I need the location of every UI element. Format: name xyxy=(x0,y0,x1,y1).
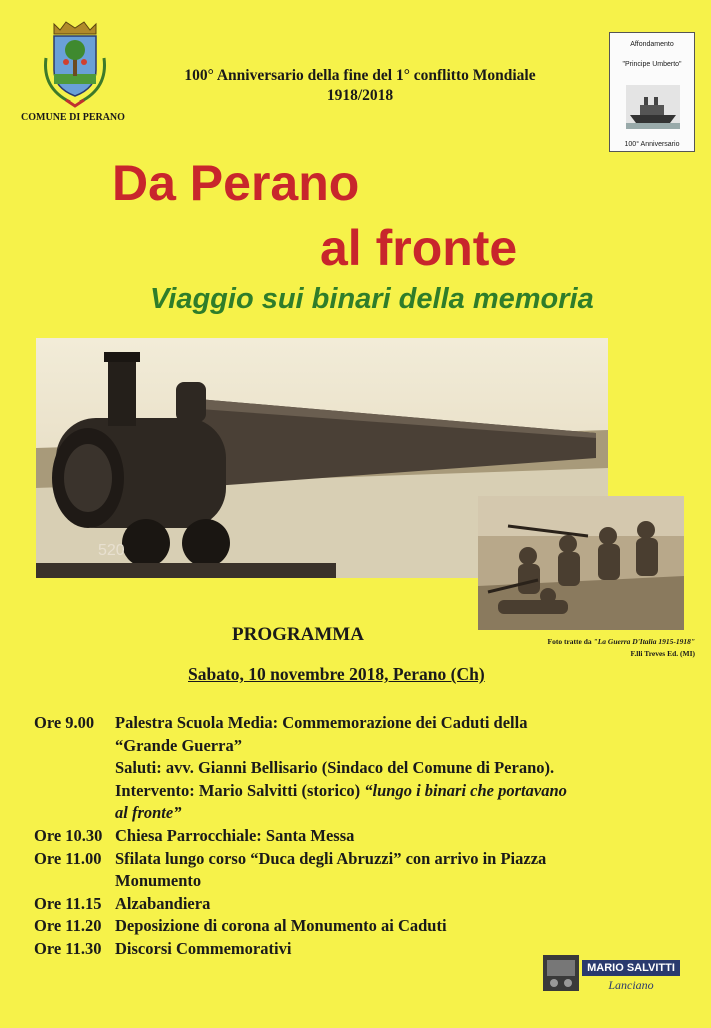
photo-credit-source: Foto tratte da "La Guerra D'Italia 1915-1918" xyxy=(547,637,695,646)
schedule-item xyxy=(34,848,674,893)
event-date: Sabato, 10 novembre 2018, Perano (Ch) xyxy=(188,664,485,684)
schedule-description: Alzabandiera xyxy=(115,893,211,913)
schedule-item xyxy=(34,893,674,916)
schedule-time: Ore 9.00 xyxy=(34,713,95,732)
subtitle: Viaggio sui binari della memoria xyxy=(150,283,594,315)
schedule-time: Ore 11.20 xyxy=(34,916,102,936)
ship-icon xyxy=(626,85,680,129)
schedule-description: Chiesa Parrocchiale: Santa Messa xyxy=(115,825,355,845)
schedule-time: Ore 11.30 xyxy=(34,938,102,958)
schedule-time: Ore 10.30 xyxy=(34,825,103,845)
stamp-line-3: 100° Anniversario xyxy=(624,141,680,148)
radio-icon xyxy=(542,954,580,992)
schedule-description: Deposizione di corona al Monumento ai Caduti xyxy=(115,916,447,936)
schedule-item xyxy=(34,825,674,848)
main-title-line-2: al fronte xyxy=(320,220,518,276)
program-heading: PROGRAMMA xyxy=(232,624,364,645)
train-number-label: 520 xyxy=(98,542,125,559)
schedule-list xyxy=(34,712,674,961)
sponsor-city: Lanciano xyxy=(608,978,654,992)
schedule-description: Palestra Scuola Media: Commemorazione dei Caduti della “Grande Guerra” Saluti: avv. Gianni Bellisario (Sindaco del Comune di Perano). Intervento: Mario Salvitti (storico) “lungo i binari che portavano al fronte” xyxy=(115,713,567,823)
photo-credit-publisher: F.lli Treves Ed. (MI) xyxy=(630,649,695,658)
commemorative-stamp xyxy=(609,32,695,152)
anniversary-line: 100° Anniversario della fine del 1° conflitto Mondiale xyxy=(184,67,536,84)
main-title-line-1: Da Perano xyxy=(112,155,360,211)
photo-credit xyxy=(505,636,695,660)
stamp-line-2: "Principe Umberto" xyxy=(622,61,682,68)
sponsor-name: MARIO SALVITTI xyxy=(582,960,680,976)
schedule-time: Ore 11.00 xyxy=(34,848,102,868)
schedule-description: Sfilata lungo corso “Duca degli Abruzzi” con arrivo in Piazza Monumento xyxy=(115,848,547,891)
soldiers-photo xyxy=(478,496,684,630)
schedule-description: Discorsi Commemorativi xyxy=(115,938,292,958)
schedule-item xyxy=(34,712,674,825)
sponsor-logo xyxy=(542,950,682,1000)
anniversary-years: 1918/2018 xyxy=(326,87,394,104)
comune-crest-icon xyxy=(40,18,110,108)
comune-name: COMUNE DI PERANO xyxy=(21,112,125,123)
anniversary-heading xyxy=(130,66,590,106)
schedule-time: Ore 11.15 xyxy=(34,893,102,913)
schedule-item xyxy=(34,915,674,938)
stamp-line-1: Affondamento xyxy=(630,41,674,48)
